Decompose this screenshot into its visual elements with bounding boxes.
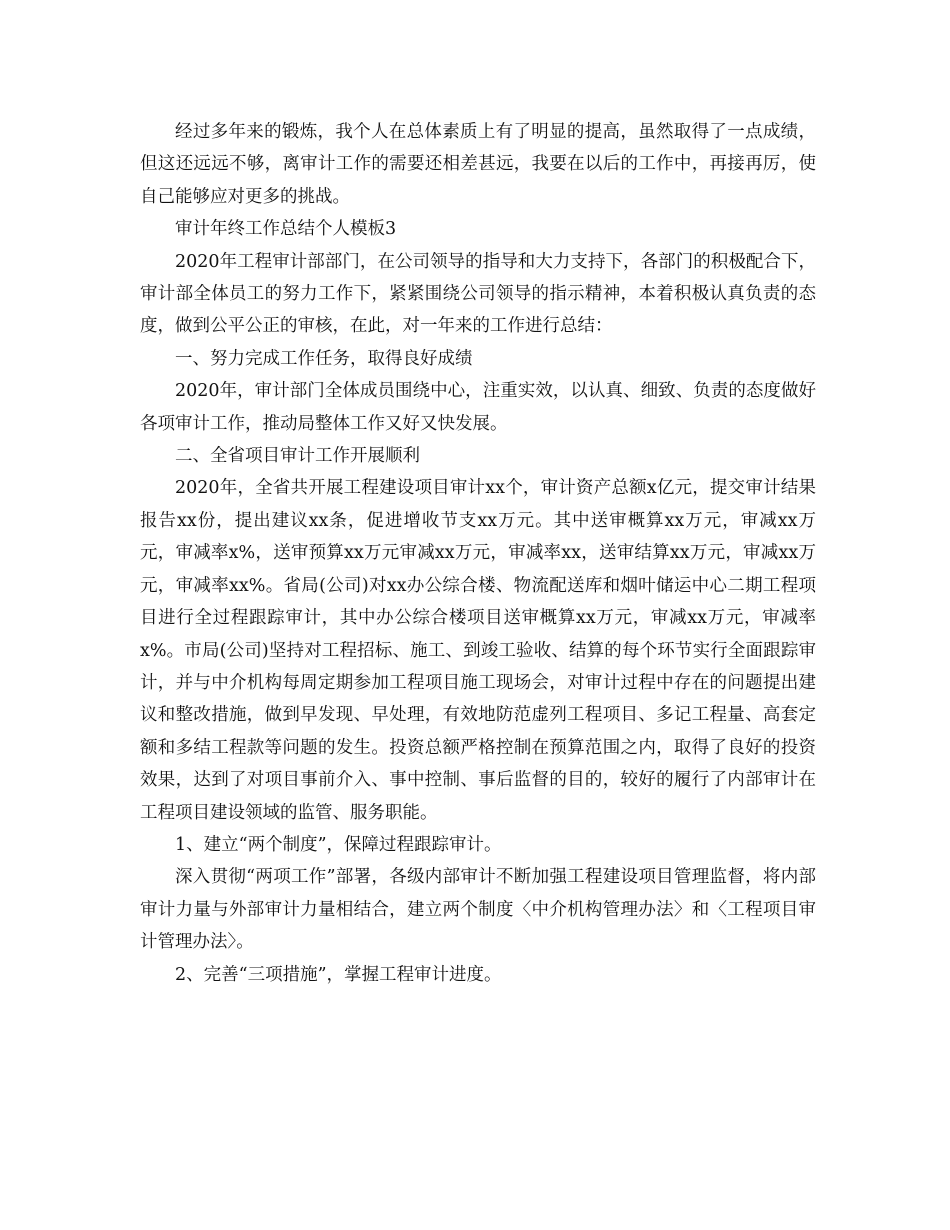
subheading-item-2: 2、完善“三项措施”，掌握工程审计进度。 <box>175 964 502 985</box>
subheading-item-1: 1、建立“两个制度”，保障过程跟踪审计。 <box>175 834 502 855</box>
heading-section-1: 一、努力完成工作任务，取得良好成绩 <box>175 348 473 369</box>
paragraph-closing-reflection: 经过多年来的锻炼，我个人在总体素质上有了明显的提高，虽然取得了一点成绩，但这还远远不够，离审计工作的需要还相差甚远，我要在以后的工作中，再接再厉，使自己能够应对更多的挑战。 <box>140 122 816 207</box>
document-body <box>140 116 816 991</box>
paragraph-item-1-body: 深入贯彻“两项工作”部署，各级内部审计不断加强工程建设项目管理监督，将内部审计力量与外部审计力量相结合，建立两个制度〈中介机构管理办法〉和〈工程项目审计管理办法〉。 <box>140 867 816 953</box>
paragraph-section-2-body: 2020年，全省共开展工程建设项目审计xx个，审计资产总额x亿元，提交审计结果报告xx份，提出建议xx条，促进增收节支xx万元。其中送审概算xx万元，审减xx万元，审减率x%，送审预算xx万元审减xx万元，审减率xx，送审结算xx万元，审减xx万元，审减率xx%。省局(公司)对xx办公综合楼、物流配送库和烟叶储运中心二期工程项目进行全过程跟踪审计，其中办公综合楼项目送审概算xx万元，审减xx万元，审减率x%。市局(公司)坚持对工程招标、施工、到竣工验收、结算的每个环节实行全面跟踪审计，并与中介机构每周定期参加工程项目施工现场会，对审计过程中存在的问题提出建议和整改措施，做到早发现、早处理，有效地防范虚列工程项目、多记工程量、高套定额和多结工程款等问题的发生。投资总额严格控制在预算范围之内，取得了良好的投资效果，达到了对项目事前介入、事中控制、事后监督的目的，较好的履行了内部审计在工程项目建设领域的监管、服务职能。 <box>140 478 816 823</box>
section-title-template-3: 审计年终工作总结个人模板3 <box>175 219 397 240</box>
paragraph-intro-2020: 2020年工程审计部部门，在公司领导的指导和大力支持下，各部门的积极配合下，审计部全体员工的努力工作下，紧紧围绕公司领导的指示精神，本着积极认真负责的态度，做到公平公正的审核，在此，对一年来的工作进行总结： <box>140 251 816 337</box>
heading-section-2: 二、全省项目审计工作开展顺利 <box>175 446 420 467</box>
paragraph-section-1-body: 2020年，审计部门全体成员围绕中心，注重实效，以认真、细致、负责的态度做好各项审计工作，推动局整体工作又好又快发展。 <box>140 381 816 434</box>
